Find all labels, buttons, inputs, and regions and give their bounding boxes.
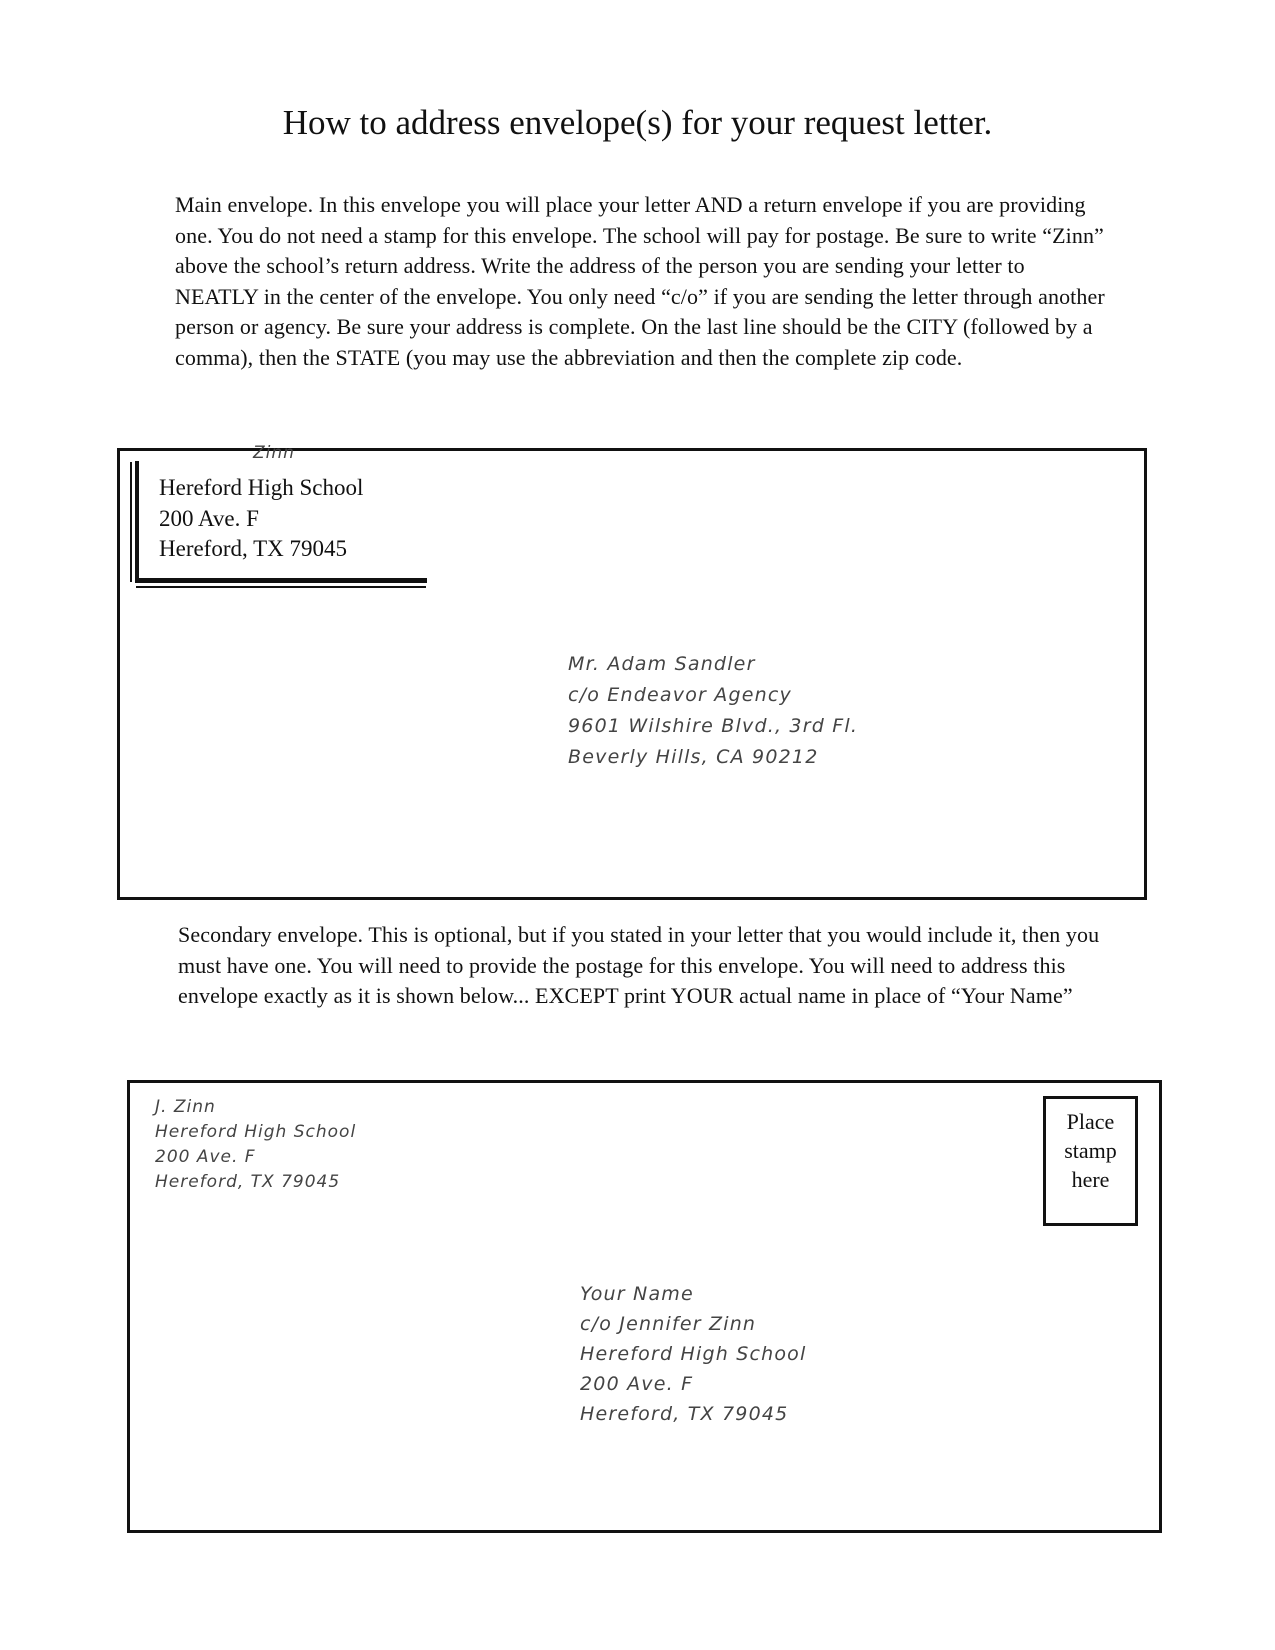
return-address-rule-vertical xyxy=(135,461,139,583)
secondary-return-address xyxy=(155,1095,356,1195)
zinn-label: Zinn xyxy=(253,443,295,463)
stamp-label-line: Place xyxy=(1066,1109,1115,1134)
stamp-label-line: stamp xyxy=(1064,1138,1117,1163)
return-address-line: 200 Ave. F xyxy=(159,505,259,531)
recipient-line: Your Name xyxy=(580,1283,694,1305)
main-envelope xyxy=(117,443,1147,900)
recipient-line: Beverly Hills, CA 90212 xyxy=(568,746,819,768)
recipient-line: 200 Ave. F xyxy=(580,1373,694,1395)
school-return-address xyxy=(159,473,363,565)
recipient-address xyxy=(568,649,858,773)
stamp-placeholder xyxy=(1043,1096,1138,1226)
recipient-line: Hereford High School xyxy=(580,1343,807,1365)
return-address-line: Hereford, TX 79045 xyxy=(159,536,347,561)
return-address-line: J. Zinn xyxy=(155,1097,216,1117)
recipient-line: c/o Endeavor Agency xyxy=(568,684,792,706)
return-address-line: Hereford, TX 79045 xyxy=(155,1172,341,1192)
secondary-envelope-instructions: Secondary envelope. This is optional, but if you stated in your letter that you would include it, then you must have one. You will need to provide the postage for this envelope. You will need to address this envelope exactly as it is shown below... EXCEPT print YOUR actual name in place of “Your Name” xyxy=(178,922,1100,1008)
secondary-envelope xyxy=(127,1080,1162,1533)
return-address-line: Hereford High School xyxy=(159,475,364,500)
page-title: How to address envelope(s) for your request letter. xyxy=(282,103,993,142)
return-address-rule-horizontal xyxy=(135,578,427,583)
stamp-label-line: here xyxy=(1071,1167,1110,1192)
return-address-line: Hereford High School xyxy=(155,1122,357,1142)
main-envelope-instructions: Main envelope. In this envelope you will place your letter AND a return envelope if you are providing one. You do not need a stamp for this envelope. The school will pay for postage. Be sure to write “Zinn” above the school’s return address. Write the address of the person you are sending your letter to NEATLY in the center of the envelope. You only need “c/o” if you are sending the letter through another person or agency. Be sure your address is complete. On the last line should be the CITY (followed by a comma), then the STATE (you may use the abbreviation and then the complete zip code. xyxy=(175,192,1105,370)
return-address-line: 200 Ave. F xyxy=(155,1147,256,1167)
secondary-recipient-address xyxy=(580,1279,807,1429)
recipient-line: 9601 Wilshire Blvd., 3rd Fl. xyxy=(568,715,859,737)
recipient-line: c/o Jennifer Zinn xyxy=(580,1313,757,1335)
recipient-line: Hereford, TX 79045 xyxy=(580,1403,789,1425)
recipient-line: Mr. Adam Sandler xyxy=(568,653,756,675)
